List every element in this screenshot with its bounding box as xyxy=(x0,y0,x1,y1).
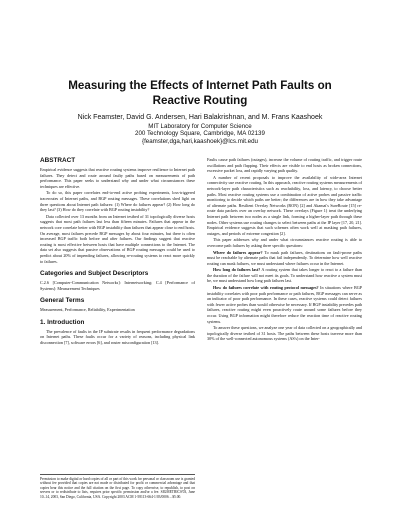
question-text: In situations where BGP instability correlates with poor path performance or path failures, BGP messages can serve as an indicator of poor path performance. In these cases, reactive systems could detect failures with fewer active probes than would otherwise be necessary. If BGP instability precedes path failures, reactive routing might even proactively route around some failures before they occur. Using BGP information might therefore reduce the reaction time of reactive routing systems. xyxy=(207,285,362,324)
question-item xyxy=(207,267,362,284)
body-paragraph: To answer these questions, we analyze one year of data collected on a geographically and topologically diverse testbed of 31 hosts. The paths between these hosts traverse more than 30% of the well-connected autonomous systems (AS's) on the Inter- xyxy=(207,325,362,342)
paper-title xyxy=(30,78,370,108)
body-paragraph: This paper addresses why and under what circumstances reactive routing is able to overcome path failures by asking three specific questions: xyxy=(207,237,362,248)
question-text: A routing system that takes longer to react to a failure than the duration of the failure will not meet its goals. To understand how reactive a system must be, we must understand how long path failures last. xyxy=(207,267,362,284)
question-bgp-correlation: How do failures correlate with routing protocol messages? xyxy=(213,285,319,291)
author-names: Nick Feamster, David G. Andersen, Hari Balakrishnan, and M. Frans Kaashoek xyxy=(77,114,323,121)
question-text: To mask path failures, destinations on fault-prone paths must be reachable by alternate paths that fail independently. To determine how well reactive routing can mask failures, we must understand where failures occur in the Internet. xyxy=(207,249,362,266)
abstract-paragraph: Data collected over 13 months from an Internet testbed of 31 topologically diverse hosts suggests that most path failures last less than fifteen minutes. Failures that appear in the network core correlate better with BGP instability than failures that appear close to end hosts. On average, most failures precede BGP messages by about four minutes, but there is often increased BGP traffic both before and after failures. Our findings suggest that reactive routing is most effective between hosts that have multiple connections to the Internet. The data set also suggests that passive observations of BGP routing messages could be used to predict about 20% of impending failures, allowing re-routing systems to react more quickly to failures. xyxy=(40,213,195,264)
introduction-heading: 1. Introduction xyxy=(40,318,85,326)
introduction-paragraph: The prevalence of faults in the IP substrate results in frequent performance degradations on Internet paths. These faults occur for a variety of reasons, including physical link disconnection [7], software errors [6], and router misconfiguration [13]. xyxy=(40,328,195,346)
categories-heading: Categories and Subject Descriptors xyxy=(40,270,149,278)
affiliation-lab: MIT Laboratory for Computer Science xyxy=(148,122,252,130)
categories-text: C.2.6 [Computer-Communication Networks]: Internetworking; C.4 [Performance of Systems]: Measurement Techniques xyxy=(40,280,195,291)
permission-footnote: Permission to make digital or hard copies of all or part of this work for personal or classroom use is granted without fee provided that copies are not made or distributed for profit or commercial advantage and that copies bear this notice and the full citation on the first page. To copy otherwise, to republish, to post on servers or to redistribute to lists, requires prior specific permission and/or a fee. SIGMETRICS'03, June 10–14, 2003, San Diego, California, USA. Copyright 2003 ACM 1-58113-664-1/03/0006 ...$5.00. xyxy=(40,474,195,499)
paper-title-line-2: Reactive Routing xyxy=(152,94,248,107)
abstract-paragraph: Empirical evidence suggests that reactive routing systems improve resilience to Internet path failures. They detect and route around faulty paths based on measurements of path performance. This paper seeks to understand why and under what circumstances these techniques are effective. xyxy=(40,167,195,189)
question-item xyxy=(207,250,362,267)
right-column xyxy=(207,157,362,343)
question-where-failures: Where do failures appear? xyxy=(213,249,263,255)
author-emails: {feamster,dga,hari,kaashoek}@lcs.mit.edu xyxy=(142,137,258,145)
affiliation-address: 200 Technology Square, Cambridge, MA 02139 xyxy=(135,130,265,138)
general-terms-heading: General Terms xyxy=(40,297,85,305)
question-item xyxy=(207,285,362,324)
author-block xyxy=(30,114,370,145)
abstract-paragraph: To do so, this paper correlates end-to-end active probing experiments, loss-triggered traceroutes of Internet paths, and BGP routing messages. These correlations shed light on three questions about Internet path failures: (1) Where do failures appear? (2) How long do they last? (3) How do they correlate with BGP routing instability? xyxy=(40,190,195,213)
left-column xyxy=(40,157,195,347)
body-paragraph: A number of recent proposals to improve the availability of wide-area Internet connectivity use reactive routing. In this approach, reactive routing systems measurements of network-layer path characteristics such as reachability, loss, and latency, to choose better paths. Most reactive routing systems use a combination of active probes and passive traffic monitoring to decide which paths are better; the differences are in how they take advantage of alternate paths. Resilient Overlay Networks (RON) [2] and Akamai's SureRoute [15] re-route data packets over an overlay network. These overlays (Figure 1) treat the underlying Internet path between two nodes as a single link, forming a higher-layer path through these nodes. Other systems use routing changes to select between paths at the IP layer [17, 20, 21]. Empirical evidence suggests that such schemes often work well at masking path failures, outages, and periods of extreme congestion [2]. xyxy=(207,174,362,236)
abstract-heading: ABSTRACT xyxy=(40,157,76,164)
paper-title-line-1: Measuring the Effects of Internet Path Faults on xyxy=(68,79,332,92)
question-how-long: How long do failures last? xyxy=(213,267,261,273)
general-terms-text: Measurement, Performance, Reliability, Experimentation xyxy=(40,307,135,313)
body-paragraph: Faults cause path failures (outages), increase the volume of routing traffic, and trigger route oscillations and path flapping. Their effects are visible to end hosts as broken connections, excessive packet loss, and rapidly varying path quality. xyxy=(207,157,362,174)
